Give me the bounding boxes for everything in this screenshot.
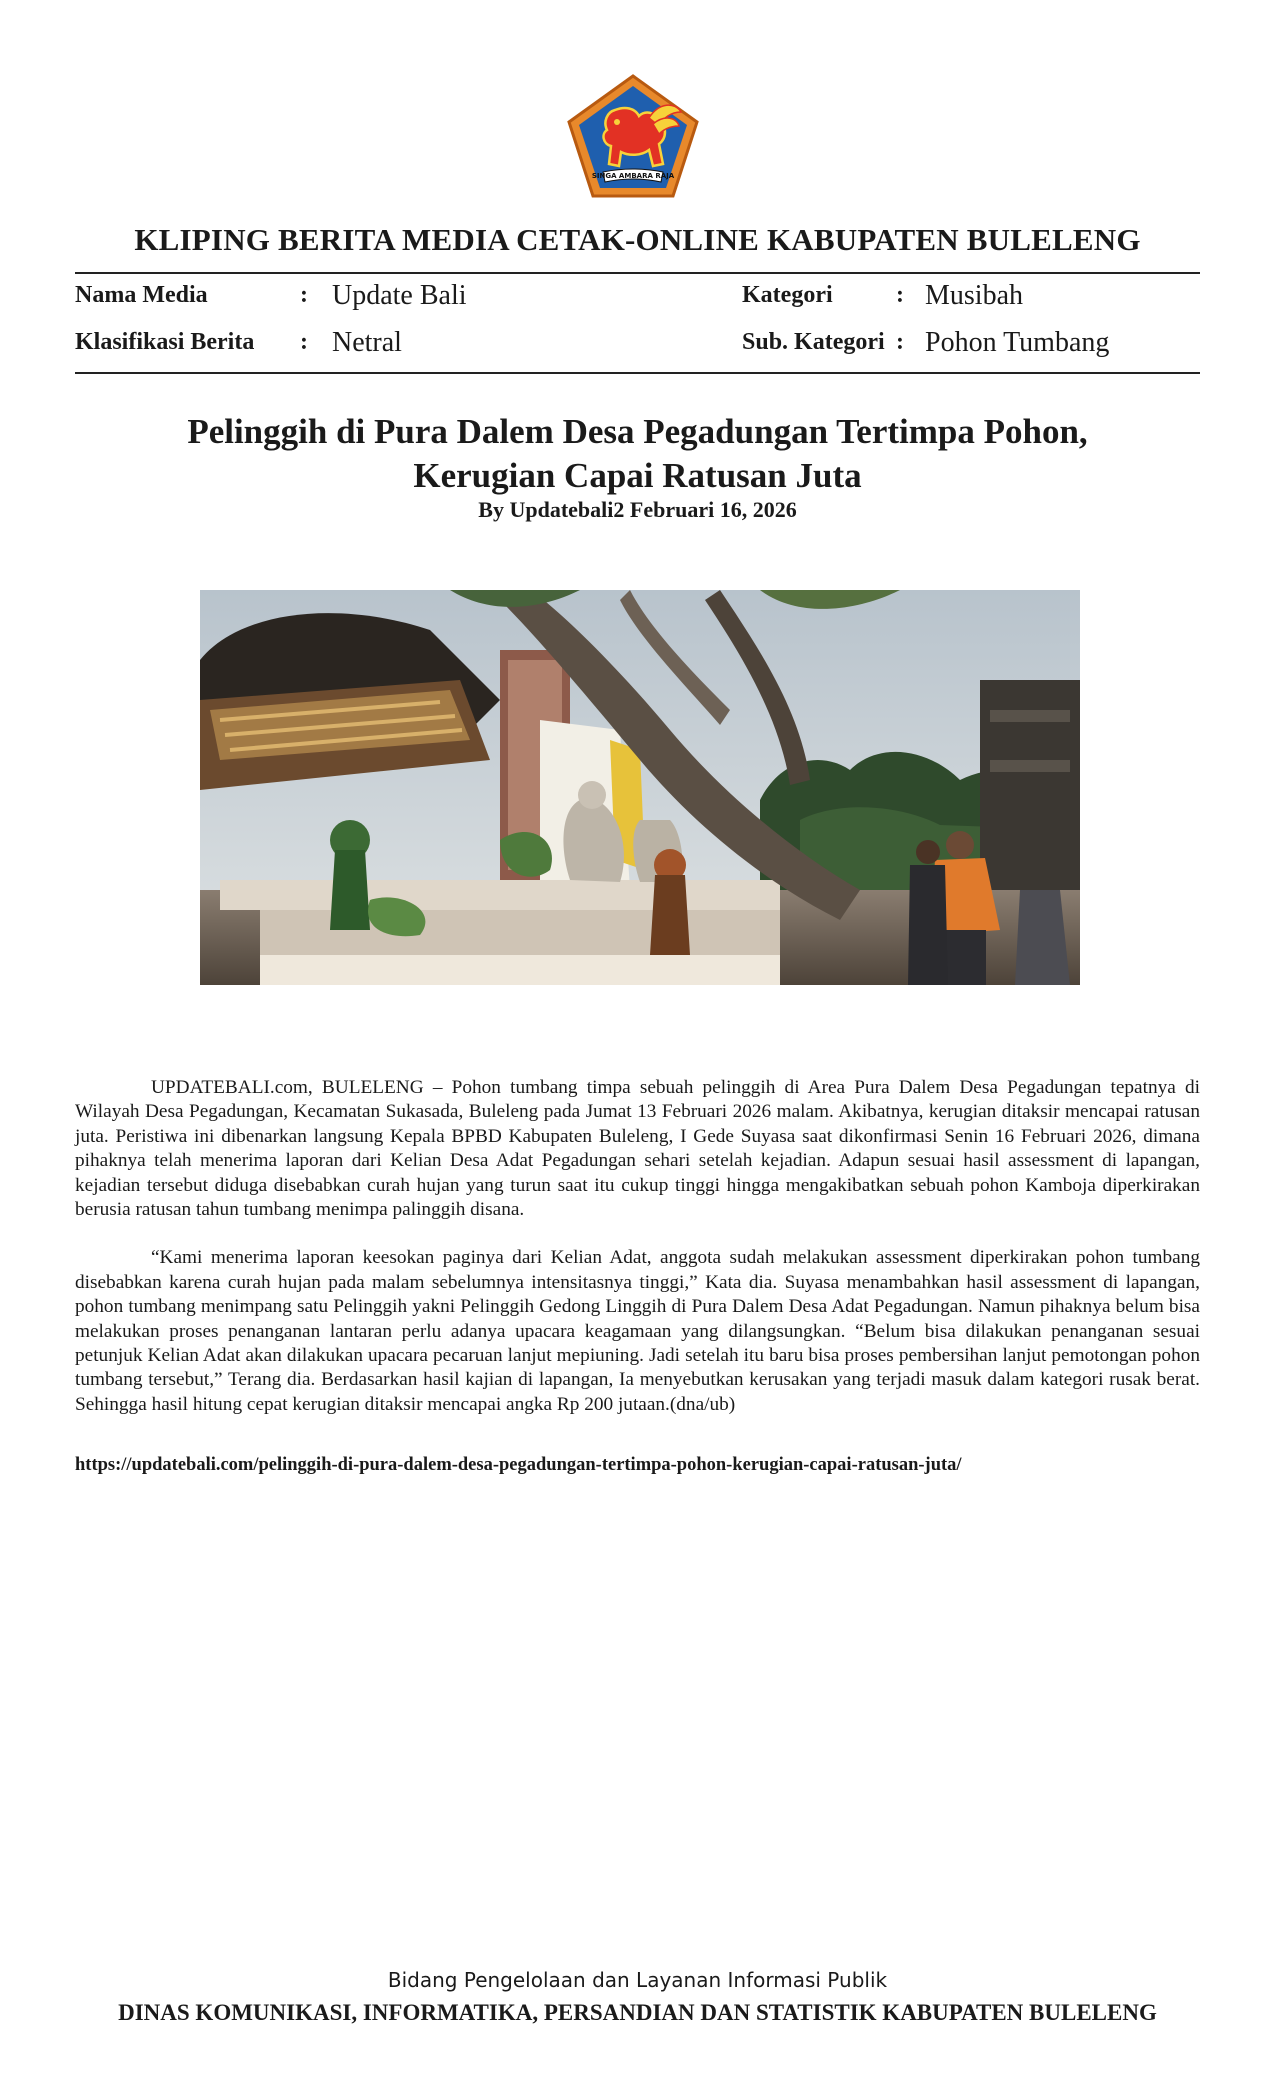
source-url-link[interactable]: https://updatebali.com/pelinggih-di-pura-dalem-desa-pegadungan-tertimpa-pohon-kerugian-capai-ratusan-juta/ <box>75 1455 962 1475</box>
article-paragraph-1: UPDATEBALI.com, BULELENG – Pohon tumbang timpa sebuah pelinggih di Area Pura Dalem Desa Pegadungan tepatnya di Wilayah Desa Pegadungan, Kecamatan Sukasada, Buleleng pada Jumat 13 Februari 2026 malam. Akibatnya, kerugian ditaksir mencapai ratusan juta. Peristiwa ini dibenarkan langsung Kepala BPBD Kabupaten Buleleng, I Gede Suyasa saat dikonfirmasi Senin 16 Februari 2026, dimana pihaknya telah menerima laporan dari Kelian Desa Adat Pegadungan sehari setelah kejadian. Adapun sesuai hasil assessment di lapangan, kejadian tersebut diduga disebabkan curah hujan yang turun saat itu cukup tinggi hingga mengakibatkan sebuah pohon Kamboja diperkirakan berusia ratusan tahun tumbang menimpa palinggih disana. <box>75 1077 1200 1221</box>
fallen-tree-temple-photo <box>200 590 1080 985</box>
header-divider-top <box>75 272 1200 274</box>
meta-klasifikasi-colon: : <box>300 329 308 355</box>
article-paragraph-2: “Kami menerima laporan keesokan paginya dari Kelian Adat, anggota sudah melakukan assessment diperkirakan pohon tumbang disebabkan karena curah hujan pada malam sebelumnya intensitasnya tinggi,” Kata dia. Suyasa menambahkan hasil assessment di lapangan, pohon tumbang menimpang satu Pelinggih yakni Pelinggih Gedong Linggih di Pura Dalem Desa Adat Pegadungan. Namun pihaknya belum bisa melakukan proses penanganan lantaran perlu adanya upacara keagamaan yang dilangsungkan. “Belum bisa dilakukan penanganan sesuai petunjuk Kelian Adat akan dilakukan upacara pecaruan lanjut mepiuning. Jadi setelah itu baru bisa proses pembersihan lanjut pemotongan pohon tumbang tersebut,” Terang dia. Berdasarkan hasil kajian di lapangan, Ia menyebutkan kerusakan yang terjadi masuk dalam kategori rusak berat. Sehingga hasil hitung cepat kerugian ditaksir mencapai angka Rp 200 jutaan.(dna/ub) <box>75 1247 1200 1415</box>
meta-media-value: Update Bali <box>332 280 467 311</box>
article-headline <box>75 410 1200 498</box>
article-body <box>75 1076 1200 1441</box>
meta-kategori-value: Musibah <box>925 280 1023 311</box>
meta-klasifikasi-value: Netral <box>332 327 402 358</box>
meta-sub-kategori-label: Sub. Kategori <box>742 329 885 355</box>
meta-kategori-label: Kategori <box>742 282 833 308</box>
svg-text:SINGA AMBARA RAJA: SINGA AMBARA RAJA <box>591 172 675 180</box>
footer-agency: DINAS KOMUNIKASI, INFORMATIKA, PERSANDIAN DAN STATISTIK KABUPATEN BULELENG <box>118 2000 1157 2025</box>
meta-media-label: Nama Media <box>75 282 208 308</box>
meta-media-colon: : <box>300 282 308 308</box>
meta-kategori-colon: : <box>896 282 904 308</box>
article-photo <box>200 590 1080 985</box>
article-byline: By Updatebali2 Februari 16, 2026 <box>478 497 797 522</box>
buleleng-crest-logo <box>563 72 703 200</box>
meta-sub-kategori-colon: : <box>896 329 904 355</box>
meta-sub-kategori-value: Pohon Tumbang <box>925 327 1110 358</box>
meta-klasifikasi-label: Klasifikasi Berita <box>75 329 255 355</box>
document-title: KLIPING BERITA MEDIA CETAK-ONLINE KABUPATEN BULELENG <box>134 222 1141 257</box>
headline-line-1: Pelinggih di Pura Dalem Desa Pegadungan Tertimpa Pohon, <box>187 412 1088 451</box>
footer-department: Bidang Pengelolaan dan Layanan Informasi Publik <box>387 1968 888 1992</box>
header-divider-bottom <box>75 372 1200 374</box>
pentagon-lion-crest-icon <box>563 72 703 200</box>
headline-line-2: Kerugian Capai Ratusan Juta <box>413 456 862 495</box>
